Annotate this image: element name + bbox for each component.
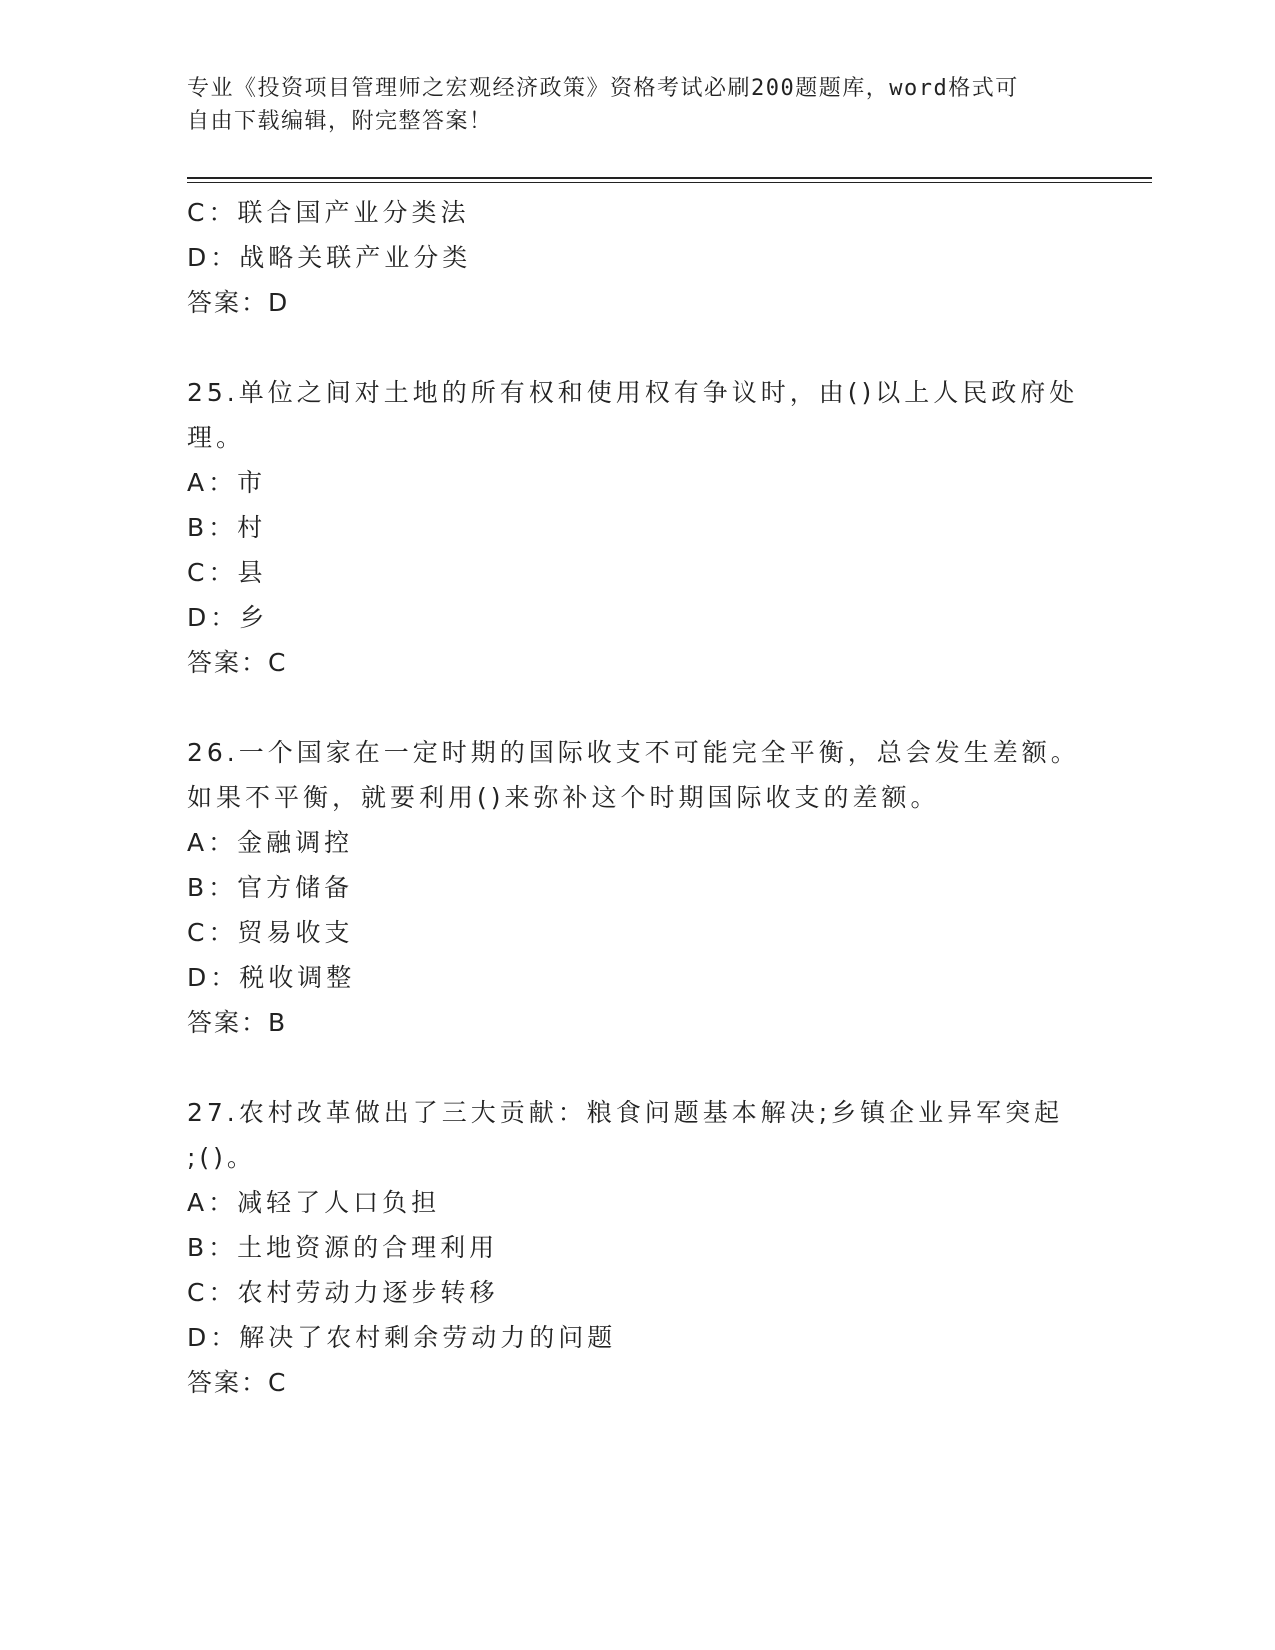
answer-label: 答案： [187, 1368, 269, 1397]
option-b [187, 865, 1087, 910]
answer-line [187, 640, 1087, 685]
option-text: 官方储备 [237, 873, 354, 902]
question-stem-line: 如果不平衡，就要利用()来弥补这个时期国际收支的差额。 [187, 783, 940, 812]
option-c [187, 1270, 1087, 1315]
question-26 [187, 730, 1087, 1045]
option-d [187, 1315, 1087, 1360]
option-label: D： [187, 603, 240, 632]
option-a [187, 820, 1087, 865]
question-list [187, 190, 1087, 1405]
question-stem-line: 26.一个国家在一定时期的国际收支不可能完全平衡，总会发生差额。 [187, 738, 1080, 767]
option-label: D： [187, 963, 240, 992]
option-text: 县 [237, 558, 267, 587]
option-text: 村 [237, 513, 267, 542]
question-stem-line: 27.农村改革做出了三大贡献：粮食问题基本解决;乡镇企业异军突起 [187, 1098, 1064, 1127]
answer-label: 答案： [187, 1008, 269, 1037]
option-b [187, 1225, 1087, 1270]
option-text: 贸易收支 [237, 918, 354, 947]
option-c [187, 190, 1087, 235]
header-rule [187, 177, 1152, 179]
option-label: A： [187, 468, 238, 497]
option-text: 解决了农村剩余劳动力的问题 [239, 1323, 617, 1352]
answer-label: 答案： [187, 288, 269, 317]
option-text: 减轻了人口负担 [237, 1188, 441, 1217]
answer-label: 答案： [187, 648, 269, 677]
option-c [187, 910, 1087, 955]
header-line-1: 专业《投资项目管理师之宏观经济政策》资格考试必刷200题题库，word格式可 [187, 76, 1019, 101]
option-label: D： [187, 1323, 240, 1352]
option-label: C： [187, 1278, 238, 1307]
header-line-2: 自由下载编辑，附完整答案！ [187, 109, 493, 134]
option-label: C： [187, 918, 238, 947]
option-text: 税收调整 [239, 963, 356, 992]
prev-question-tail [187, 190, 1087, 325]
option-text: 土地资源的合理利用 [237, 1233, 499, 1262]
answer-value: B [268, 1008, 290, 1037]
option-label: B： [187, 513, 238, 542]
option-label: A： [187, 1188, 238, 1217]
option-a [187, 1180, 1087, 1225]
option-label: B： [187, 1233, 238, 1262]
option-label: A： [187, 828, 238, 857]
question-stem-line: ;()。 [187, 1143, 256, 1172]
option-text: 市 [237, 468, 267, 497]
header-rule-thin [187, 182, 1152, 183]
option-a [187, 460, 1087, 505]
document-header [187, 72, 1087, 138]
option-d [187, 595, 1087, 640]
answer-value: C [268, 1368, 290, 1397]
option-label: D： [187, 243, 240, 272]
option-label: C： [187, 198, 238, 227]
answer-line [187, 280, 1087, 325]
option-text: 金融调控 [237, 828, 354, 857]
option-text: 农村劳动力逐步转移 [237, 1278, 499, 1307]
option-label: B： [187, 873, 238, 902]
option-text: 战略关联产业分类 [239, 243, 472, 272]
question-27 [187, 1090, 1087, 1405]
question-stem-line: 理。 [187, 423, 246, 452]
answer-line [187, 1000, 1087, 1045]
option-d [187, 235, 1087, 280]
answer-value: C [268, 648, 290, 677]
option-label: C： [187, 558, 238, 587]
question-stem-line: 25.单位之间对土地的所有权和使用权有争议时，由()以上人民政府处 [187, 378, 1079, 407]
option-d [187, 955, 1087, 1000]
option-b [187, 505, 1087, 550]
answer-line [187, 1360, 1087, 1405]
question-25 [187, 370, 1087, 685]
option-text: 联合国产业分类法 [237, 198, 470, 227]
answer-value: D [268, 288, 292, 317]
option-text: 乡 [239, 603, 269, 632]
option-c [187, 550, 1087, 595]
